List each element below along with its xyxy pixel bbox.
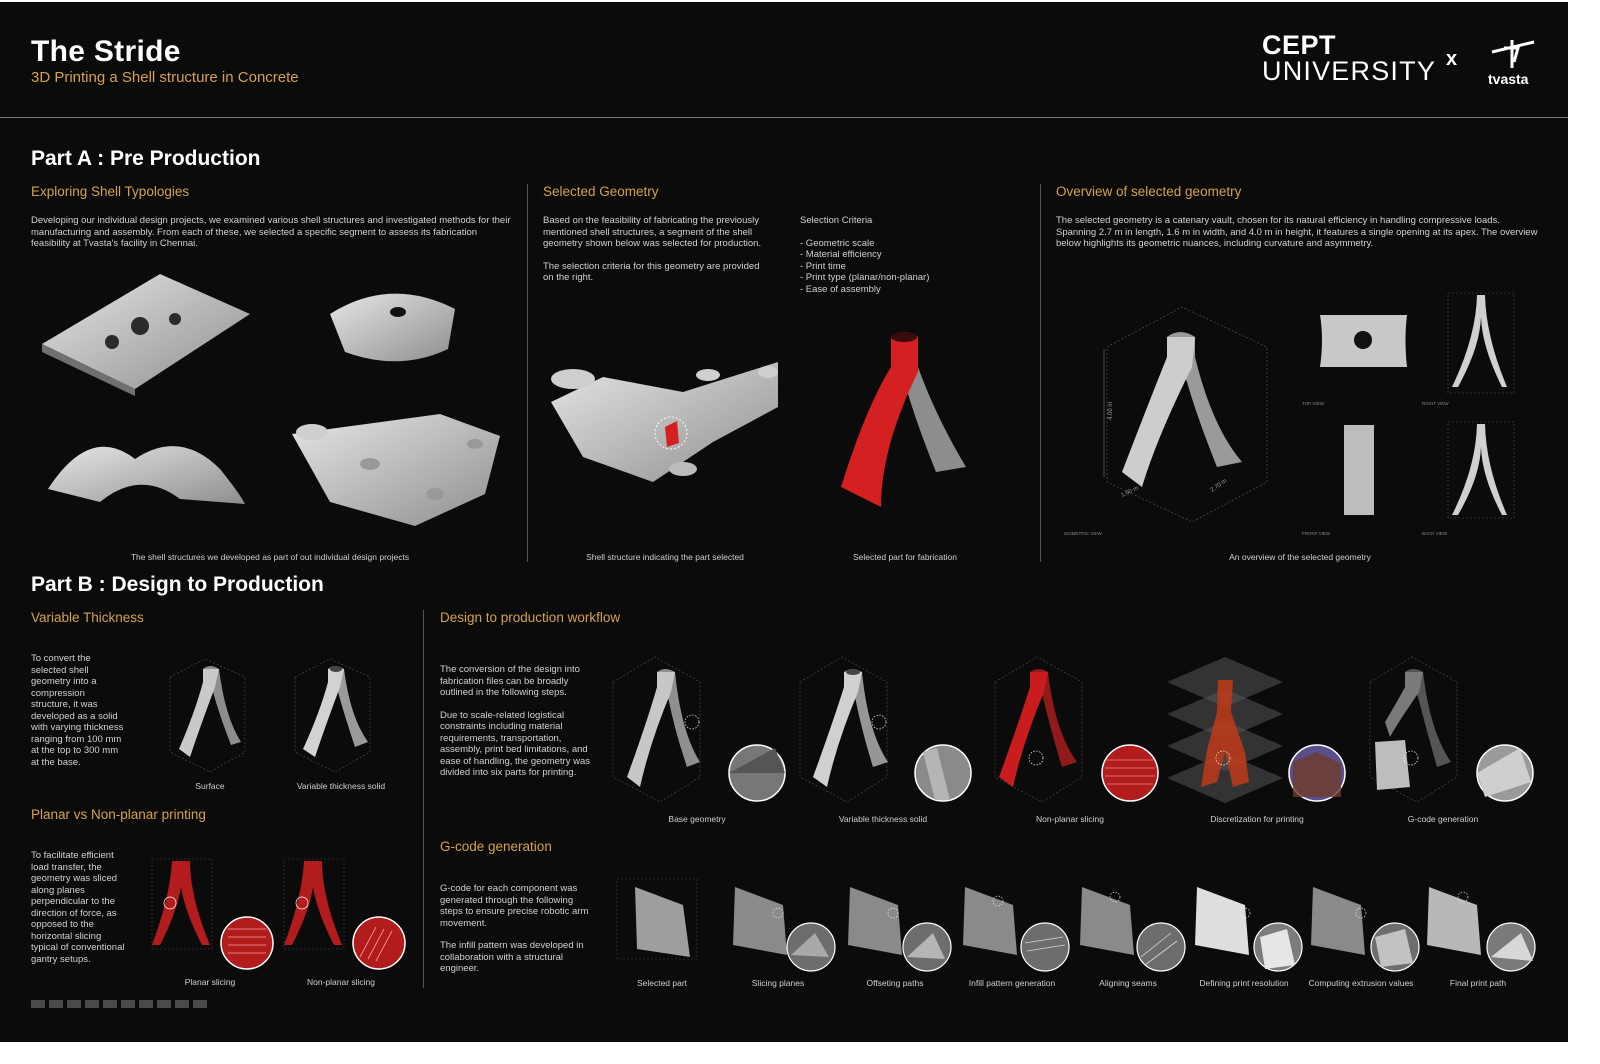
selected-geometry-text2: The selection criteria for this geometry are provided on the right.	[543, 260, 760, 283]
selected-part-red-render	[836, 327, 976, 517]
criteria-item: - Material efficiency	[800, 249, 882, 260]
surface-caption: Surface	[195, 781, 225, 791]
dim-width-label: 1.60 m	[1120, 485, 1140, 499]
planar-slicing-renders	[150, 857, 420, 977]
overview-views	[1062, 287, 1542, 547]
planar-slicing-render	[152, 859, 273, 969]
criteria-item: - Print type (planar/non-planar)	[800, 272, 930, 283]
logo-separator: x	[1446, 48, 1458, 70]
gcode-step-caption: Slicing planes	[751, 978, 805, 988]
variable-solid-caption: Variable thickness solid	[296, 781, 386, 791]
divider-a2	[1040, 184, 1041, 562]
gcode-heading: G-code generation	[440, 839, 552, 854]
cept-university-logo	[1262, 32, 1436, 84]
gcode-text2: The infill pattern was developed in collaboration with a structural engineer.	[440, 940, 584, 974]
selected-shell-caption: Shell structure indicating the part selected	[586, 552, 744, 562]
gcode-step-renders	[615, 877, 1545, 977]
selected-geometry-text	[543, 215, 765, 284]
tvasta-wordmark: tvasta	[1488, 71, 1529, 87]
tvasta-mark-icon	[1484, 38, 1542, 72]
non-planar-slicing-render	[284, 859, 405, 969]
gcode-step-caption: Defining print resolution	[1199, 978, 1289, 988]
isometric-view-label: ISOMETRIC VIEW	[1064, 531, 1102, 536]
workflow-step-caption: Variable thickness solid	[838, 814, 928, 824]
non-planar-slicing-render-step	[995, 657, 1158, 802]
gcode-text	[440, 883, 590, 975]
infill-pattern-render	[963, 887, 1069, 971]
dim-length-label: 2.70 m	[1209, 478, 1229, 494]
header-divider	[0, 117, 1568, 118]
typologies-caption: The shell structures we developed as part of out individual design projects	[130, 552, 410, 562]
divider-b1	[423, 610, 424, 988]
typologies-heading: Exploring Shell Typologies	[31, 184, 190, 199]
back-view	[1448, 422, 1514, 518]
offsetting-paths-render	[848, 887, 951, 971]
shell-render-dome	[330, 294, 455, 362]
selection-criteria-title: Selection Criteria	[800, 215, 873, 226]
workflow-step-renders	[605, 652, 1545, 812]
gcode-text1: G-code for each component was generated through the following steps to ensure precise robotic arm movement.	[440, 883, 589, 929]
final-print-path-render	[1427, 887, 1535, 971]
top-view	[1320, 315, 1407, 367]
print-resolution-render	[1195, 887, 1302, 971]
part-a-title: Part A : Pre Production	[31, 147, 261, 170]
variable-thickness-solid-render	[800, 657, 971, 802]
planar-caption: Planar slicing	[184, 977, 236, 987]
workflow-step-caption: Non-planar slicing	[1035, 814, 1105, 824]
workflow-step-caption: Discretization for printing	[1210, 814, 1304, 824]
shell-typologies-renders	[30, 264, 530, 544]
gcode-selected-part-render	[617, 879, 697, 959]
non-planar-caption: Non-planar slicing	[306, 977, 376, 987]
gcode-generation-render	[1370, 657, 1533, 802]
surface-render	[170, 659, 245, 772]
gcode-step-caption: Final print path	[1449, 978, 1507, 988]
gcode-step-caption: Infill pattern generation	[968, 978, 1056, 988]
variable-solid-render	[295, 659, 370, 772]
base-geometry-render	[613, 657, 785, 802]
top-view-label: TOP VIEW	[1302, 401, 1324, 406]
next-part-cutoff	[31, 1000, 211, 1008]
workflow-heading: Design to production workflow	[440, 610, 621, 625]
discretization-render	[1167, 657, 1345, 803]
criteria-item: - Print time	[800, 260, 846, 272]
cept-logo-line2: UNIVERSITY	[1262, 56, 1437, 86]
variable-thickness-text: To convert the selected shell geometry into a compression structure, it was developed as a solid with varying thickness ranging from 100 mm at the top to 300 mm at the base.	[31, 653, 124, 768]
shell-selected-part-render	[543, 347, 793, 497]
selected-geometry-text1: Based on the feasibility of fabricating the previously mentioned shell structures, a segment of the shell geometry shown below was selected for production.	[543, 215, 762, 249]
aligning-seams-render	[1080, 887, 1185, 971]
overview-text: The selected geometry is a catenary vault, chosen for its natural efficiency in handling compressive loads. Spanning 2.7 m in length, 1.6 m in width, and 4.0 m in height, it features a single opening at its apex. The overview below highlights its geometric nuances, including curvature and asymmetry.	[1056, 215, 1538, 249]
workflow-text	[440, 664, 590, 779]
back-view-label: BACK VIEW	[1422, 531, 1448, 536]
criteria-item: - Ease of assembly	[800, 283, 881, 295]
front-view-label: FRONT VIEW	[1302, 531, 1331, 536]
tvasta-logo	[1484, 38, 1542, 92]
gcode-step-caption: Computing extrusion values	[1308, 978, 1414, 988]
planar-text: To facilitate efficient load transfer, the geometry was sliced along planes perpendicular to the direction of force, as opposed to the horizontal slicing typical of conventional gantry setups.	[31, 850, 125, 965]
variable-thickness-heading: Variable Thickness	[31, 610, 144, 625]
cept-logo-line1: CEPT	[1262, 30, 1337, 60]
poster-title: The Stride	[31, 35, 181, 68]
typologies-text: Developing our individual design projects, we examined various shell structures and investigated methods for their manufacturing and assembly. From each of these, we selected a specific segment to assess its fabrication feasibility at Tvasta's facility in Chennai.	[31, 215, 511, 249]
gcode-step-caption: Offseting paths	[866, 978, 924, 988]
divider-a1	[527, 184, 528, 562]
workflow-text1: The conversion of the design into fabrication files can be broadly outlined in the following steps.	[440, 664, 580, 698]
gcode-step-caption: Aligning seams	[1099, 978, 1157, 988]
front-view	[1344, 425, 1374, 515]
overview-heading: Overview of selected geometry	[1056, 184, 1242, 199]
right-view-label: RIGHT VIEW	[1422, 401, 1449, 406]
shell-render-wave	[48, 446, 245, 504]
selection-criteria	[800, 215, 1000, 295]
part-b-title: Part B : Design to Production	[31, 573, 324, 596]
selected-geometry-heading: Selected Geometry	[543, 184, 659, 199]
extrusion-values-render	[1311, 887, 1419, 971]
slicing-planes-render	[733, 887, 835, 971]
right-view	[1448, 293, 1514, 393]
shell-render-cluster	[292, 414, 500, 526]
variable-thickness-renders	[165, 657, 415, 777]
poster-subtitle: 3D Printing a Shell structure in Concrete	[31, 69, 299, 86]
selected-part-caption: Selected part for fabrication	[853, 552, 957, 562]
overview-caption: An overview of the selected geometry	[1229, 552, 1371, 562]
planar-heading: Planar vs Non-planar printing	[31, 807, 206, 822]
poster	[0, 2, 1568, 1042]
workflow-step-caption: G-code generation	[1407, 814, 1479, 824]
shell-render-grid	[42, 274, 250, 396]
dim-height-label: 4.00 m	[1108, 401, 1114, 420]
criteria-item: - Geometric scale	[800, 237, 875, 249]
workflow-step-caption: Base geometry	[668, 814, 726, 824]
gcode-step-caption: Selected part	[636, 978, 688, 988]
workflow-text2: Due to scale-related logistical constraints including material requirements, transportation, assembly, print bed limitations, and ease of handling, the geometry was divided into six parts for printing.	[440, 709, 590, 778]
